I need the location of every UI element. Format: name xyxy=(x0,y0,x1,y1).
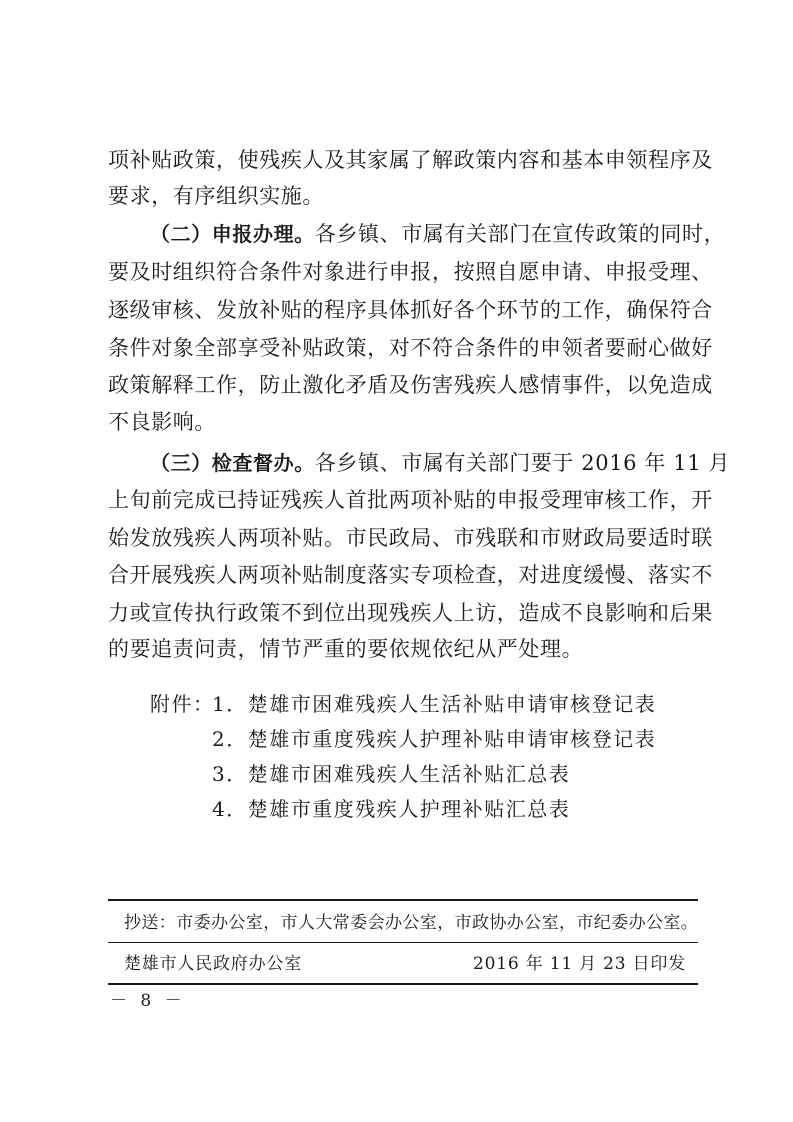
section-3-first-line xyxy=(150,445,731,481)
body-line: 逐级审核、发放补贴的程序具体抓好各个环节的工作，确保符合 xyxy=(108,298,713,322)
attachments-label: 附件： xyxy=(150,692,215,716)
section-2-heading: （二）申报办理。 xyxy=(150,222,315,246)
body-line: 项补贴政策，使残疾人及其家属了解政策内容和基本申领程序及 xyxy=(108,148,713,172)
section-3-first-line-text: 各乡镇、市属有关部门要于 2016 年 11 月 xyxy=(314,451,731,475)
footer-bottom-rule xyxy=(108,983,698,985)
page-number: － 8 － xyxy=(110,991,186,1011)
body-line: 上旬前完成已持证残疾人首批两项补贴的申报受理审核工作，开 xyxy=(108,488,713,512)
cc-line: 抄送：市委办公室，市人大常委会办公室，市政协办公室，市纪委办公室。 xyxy=(124,913,699,933)
body-line: 条件对象全部享受补贴政策，对不符合条件的申领者要耐心做好 xyxy=(108,336,713,360)
section-3-heading: （三）检查督办。 xyxy=(150,451,315,475)
body-line: 要及时组织符合条件对象进行申报，按照自愿申请、申报受理、 xyxy=(108,260,713,284)
attachment-item: 3．楚雄市困难残疾人生活补贴汇总表 xyxy=(212,762,571,786)
body-line: 合开展残疾人两项补贴制度落实专项检查，对进度缓慢、落实不 xyxy=(108,563,713,587)
attachment-item: 1．楚雄市困难残疾人生活补贴申请审核登记表 xyxy=(212,692,657,716)
issuing-office: 楚雄市人民政府办公室 xyxy=(124,954,302,974)
footer-top-rule xyxy=(108,899,698,901)
body-line: 始发放残疾人两项补贴。市民政局、市残联和市财政局要适时联 xyxy=(108,526,713,550)
body-line: 不良影响。 xyxy=(108,410,216,434)
section-2-first-line xyxy=(150,216,726,252)
body-line: 力或宣传执行政策不到位出现残疾人上访，造成不良影响和后果 xyxy=(108,601,713,625)
attachment-item: 2．楚雄市重度残疾人护理补贴申请审核登记表 xyxy=(212,727,657,751)
body-line: 的要追责问责，情节严重的要依规依纪从严处理。 xyxy=(108,637,584,661)
body-line: 要求，有序组织实施。 xyxy=(108,184,324,208)
section-2-first-line-text: 各乡镇、市属有关部门在宣传政策的同时， xyxy=(314,222,726,246)
issue-date: 2016 年 11 月 23 日印发 xyxy=(473,954,686,974)
footer-middle-rule xyxy=(108,942,698,943)
attachment-item: 4．楚雄市重度残疾人护理补贴汇总表 xyxy=(212,797,571,821)
body-line: 政策解释工作，防止激化矛盾及伤害残疾人感情事件，以免造成 xyxy=(108,373,713,397)
